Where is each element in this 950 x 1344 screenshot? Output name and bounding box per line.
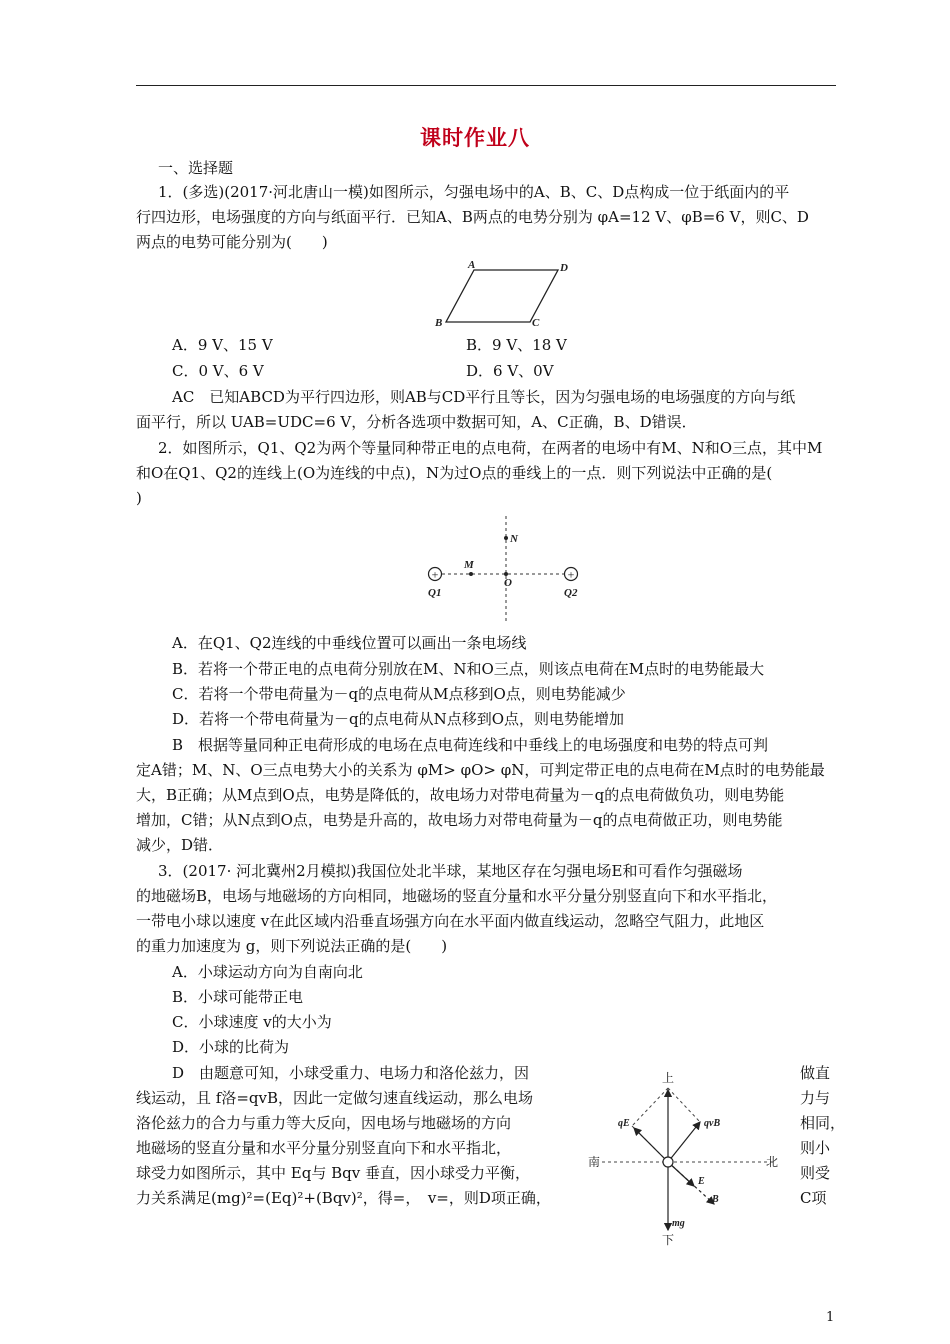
q2-label-m: M [464, 559, 474, 571]
q2-answer-line-5: 减少，D错． [136, 836, 224, 854]
page-number: 1 [826, 1310, 835, 1325]
q2-q2-plus: + [567, 567, 575, 582]
q3-label-qe: qE [618, 1118, 630, 1129]
q3-force-diagram [582, 1068, 796, 1246]
q3-option-a: A．小球运动方向为自南向北 [172, 963, 363, 981]
q2-label-q2: Q2 [564, 587, 578, 599]
q2-answer-line-3: 大，B正确；从M点到O点，电势是降低的，故电场力对带电荷量为－q的点电荷做负功，则电势能 [136, 786, 785, 804]
q3-answer-line-4: 地磁场的竖直分量和水平分量分别竖直向下和水平指北， [136, 1139, 512, 1157]
q1-label-a: A [468, 259, 476, 271]
q2-answer-line-2: 定A错；M、N、O三点电势大小的关系为 φM> φO> φN，可判定带正电的点电荷在M点时的电势能最 [136, 761, 825, 779]
q1-label-d: D [560, 262, 568, 274]
q2-label-q1: Q1 [428, 587, 442, 599]
q3-stem-line-4: 的重力加速度为 g，则下列说法正确的是( ) [136, 937, 448, 955]
q2-point-m [469, 572, 473, 576]
q2-stem-line-2: 和O在Q1、Q2的连线上(O为连线的中点)，N为过O点的垂线上的一点．则下列说法中正确的是( [136, 464, 773, 482]
q3-stem-line-1: 3．(2017· 河北冀州2月模拟)我国位处北半球，某地区存在匀强电场E和可看作匀强磁场 [158, 862, 743, 880]
q3-label-e: E [698, 1176, 705, 1187]
q3-answer-right-4: 则小 [800, 1139, 831, 1157]
q3-answer-right-1: 做直 [800, 1064, 831, 1082]
q1-answer-line-2: 面平行，所以 UAB=UDC=6 V，分析各选项中数据可知，A、C正确，B、D错误． [136, 413, 697, 431]
q1-stem-line-1: 1．(多选)(2017·河北唐山一模)如图所示，匀强电场中的A、B、C、D点构成一位于纸面内的平 [158, 183, 790, 201]
q2-answer-line-4: 增加，C错；从N点到O点，电势是升高的，故电场力对带电荷量为－q的点电荷做正功，则电势能 [136, 811, 783, 829]
q1-answer-line-1: AC 已知ABCD为平行四边形，则AB与CD平行且等长，因为匀强电场的电场强度的方向与纸 [172, 388, 796, 406]
q2-label-o: O [504, 577, 512, 589]
header-rule [136, 85, 836, 86]
q1-option-d: D．6 V、0V [466, 362, 554, 380]
q2-point-n [504, 536, 508, 540]
q1-option-a: A．9 V、15 V [172, 336, 273, 354]
q1-option-c: C．0 V、6 V [172, 362, 264, 380]
q2-option-b: B．若将一个带正电的点电荷分别放在M、N和O三点，则该点电荷在M点时的电势能最大 [172, 660, 765, 678]
q3-answer-line-6: 力关系满足(mg)²=(Eq)²+(Bqv)²，得=， v=，则D项正确， [136, 1189, 551, 1207]
q1-stem-line-3: 两点的电势可能分别为( ) [136, 233, 328, 251]
q3-label-down: 下 [662, 1233, 675, 1246]
q3-label-north: 北 [766, 1155, 779, 1169]
q2-stem-line-3: ) [136, 489, 142, 507]
section-heading: 一、选择题 [158, 159, 234, 177]
q2-option-c: C．若将一个带电荷量为－q的点电荷从M点移到O点，则电势能减少 [172, 685, 626, 703]
q3-stem-line-3: 一带电小球以速度 v在此区域内沿垂直场强方向在水平面内做直线运动，忽略空气阻力，此地区 [136, 912, 765, 930]
q3-answer-line-2: 线运动，且 f洛=qvB，因此一定做匀速直线运动，那么电场 [136, 1089, 533, 1107]
q2-stem-line-1: 2．如图所示，Q1、Q2为两个等量同种带正电的点电荷，在两者的电场中有M、N和O三点，其中M [158, 439, 823, 457]
q3-option-d: D．小球的比荷为 [172, 1038, 290, 1056]
page-title: 课时作业八 [420, 125, 530, 150]
q3-option-c: C．小球速度 v的大小为 [172, 1013, 332, 1031]
q2-option-a: A．在Q1、Q2连线的中垂线位置可以画出一条电场线 [172, 634, 527, 652]
q2-answer-line-1: B 根据等量同种正电荷形成的电场在点电荷连线和中垂线上的电场强度和电势的特点可判 [172, 736, 769, 754]
q1-option-b: B．9 V、18 V [466, 336, 567, 354]
q3-label-mg: mg [672, 1218, 685, 1229]
q2-q1-plus: + [431, 567, 439, 582]
q3-answer-right-2: 力与 [800, 1089, 831, 1107]
q2-label-n: N [510, 533, 518, 545]
q2-option-d: D．若将一个带电荷量为－q的点电荷从N点移到O点，则电势能增加 [172, 710, 625, 728]
q1-label-b: B [435, 317, 443, 329]
q3-label-south: 南 [588, 1155, 601, 1169]
q2-point-o [504, 572, 508, 576]
q3-answer-right-3: 相同， [800, 1114, 846, 1132]
q3-option-b: B．小球可能带正电 [172, 988, 304, 1006]
q2-charges-figure [418, 510, 598, 625]
q1-stem-line-2: 行四边形，电场强度的方向与纸面平行．已知A、B两点的电势分别为 φA=12 V、φB=6 V，则C、D [136, 208, 809, 226]
q3-label-b: B [712, 1194, 719, 1205]
q3-answer-line-1: D 由题意可知，小球受重力、电场力和洛伦兹力，因 [172, 1064, 530, 1082]
q3-ball [663, 1157, 673, 1167]
q3-label-up: 上 [662, 1071, 675, 1085]
q3-label-qvb: qvB [704, 1118, 721, 1129]
q3-answer-right-6: C项 [800, 1189, 827, 1207]
q3-answer-line-5: 球受力如图所示，其中 Eq与 Bqv 垂直，因小球受力平衡， [136, 1164, 530, 1182]
q1-label-c: C [532, 317, 540, 329]
q3-stem-line-2: 的地磁场B，电场与地磁场的方向相同，地磁场的竖直分量和水平分量分别竖直向下和水平指北， [136, 887, 778, 905]
q3-answer-right-5: 则受 [800, 1164, 831, 1182]
q1-parallelogram-figure [428, 256, 578, 332]
q3-answer-line-3: 洛伦兹力的合力与重力等大反向，因电场与地磁场的方向 [136, 1114, 512, 1132]
